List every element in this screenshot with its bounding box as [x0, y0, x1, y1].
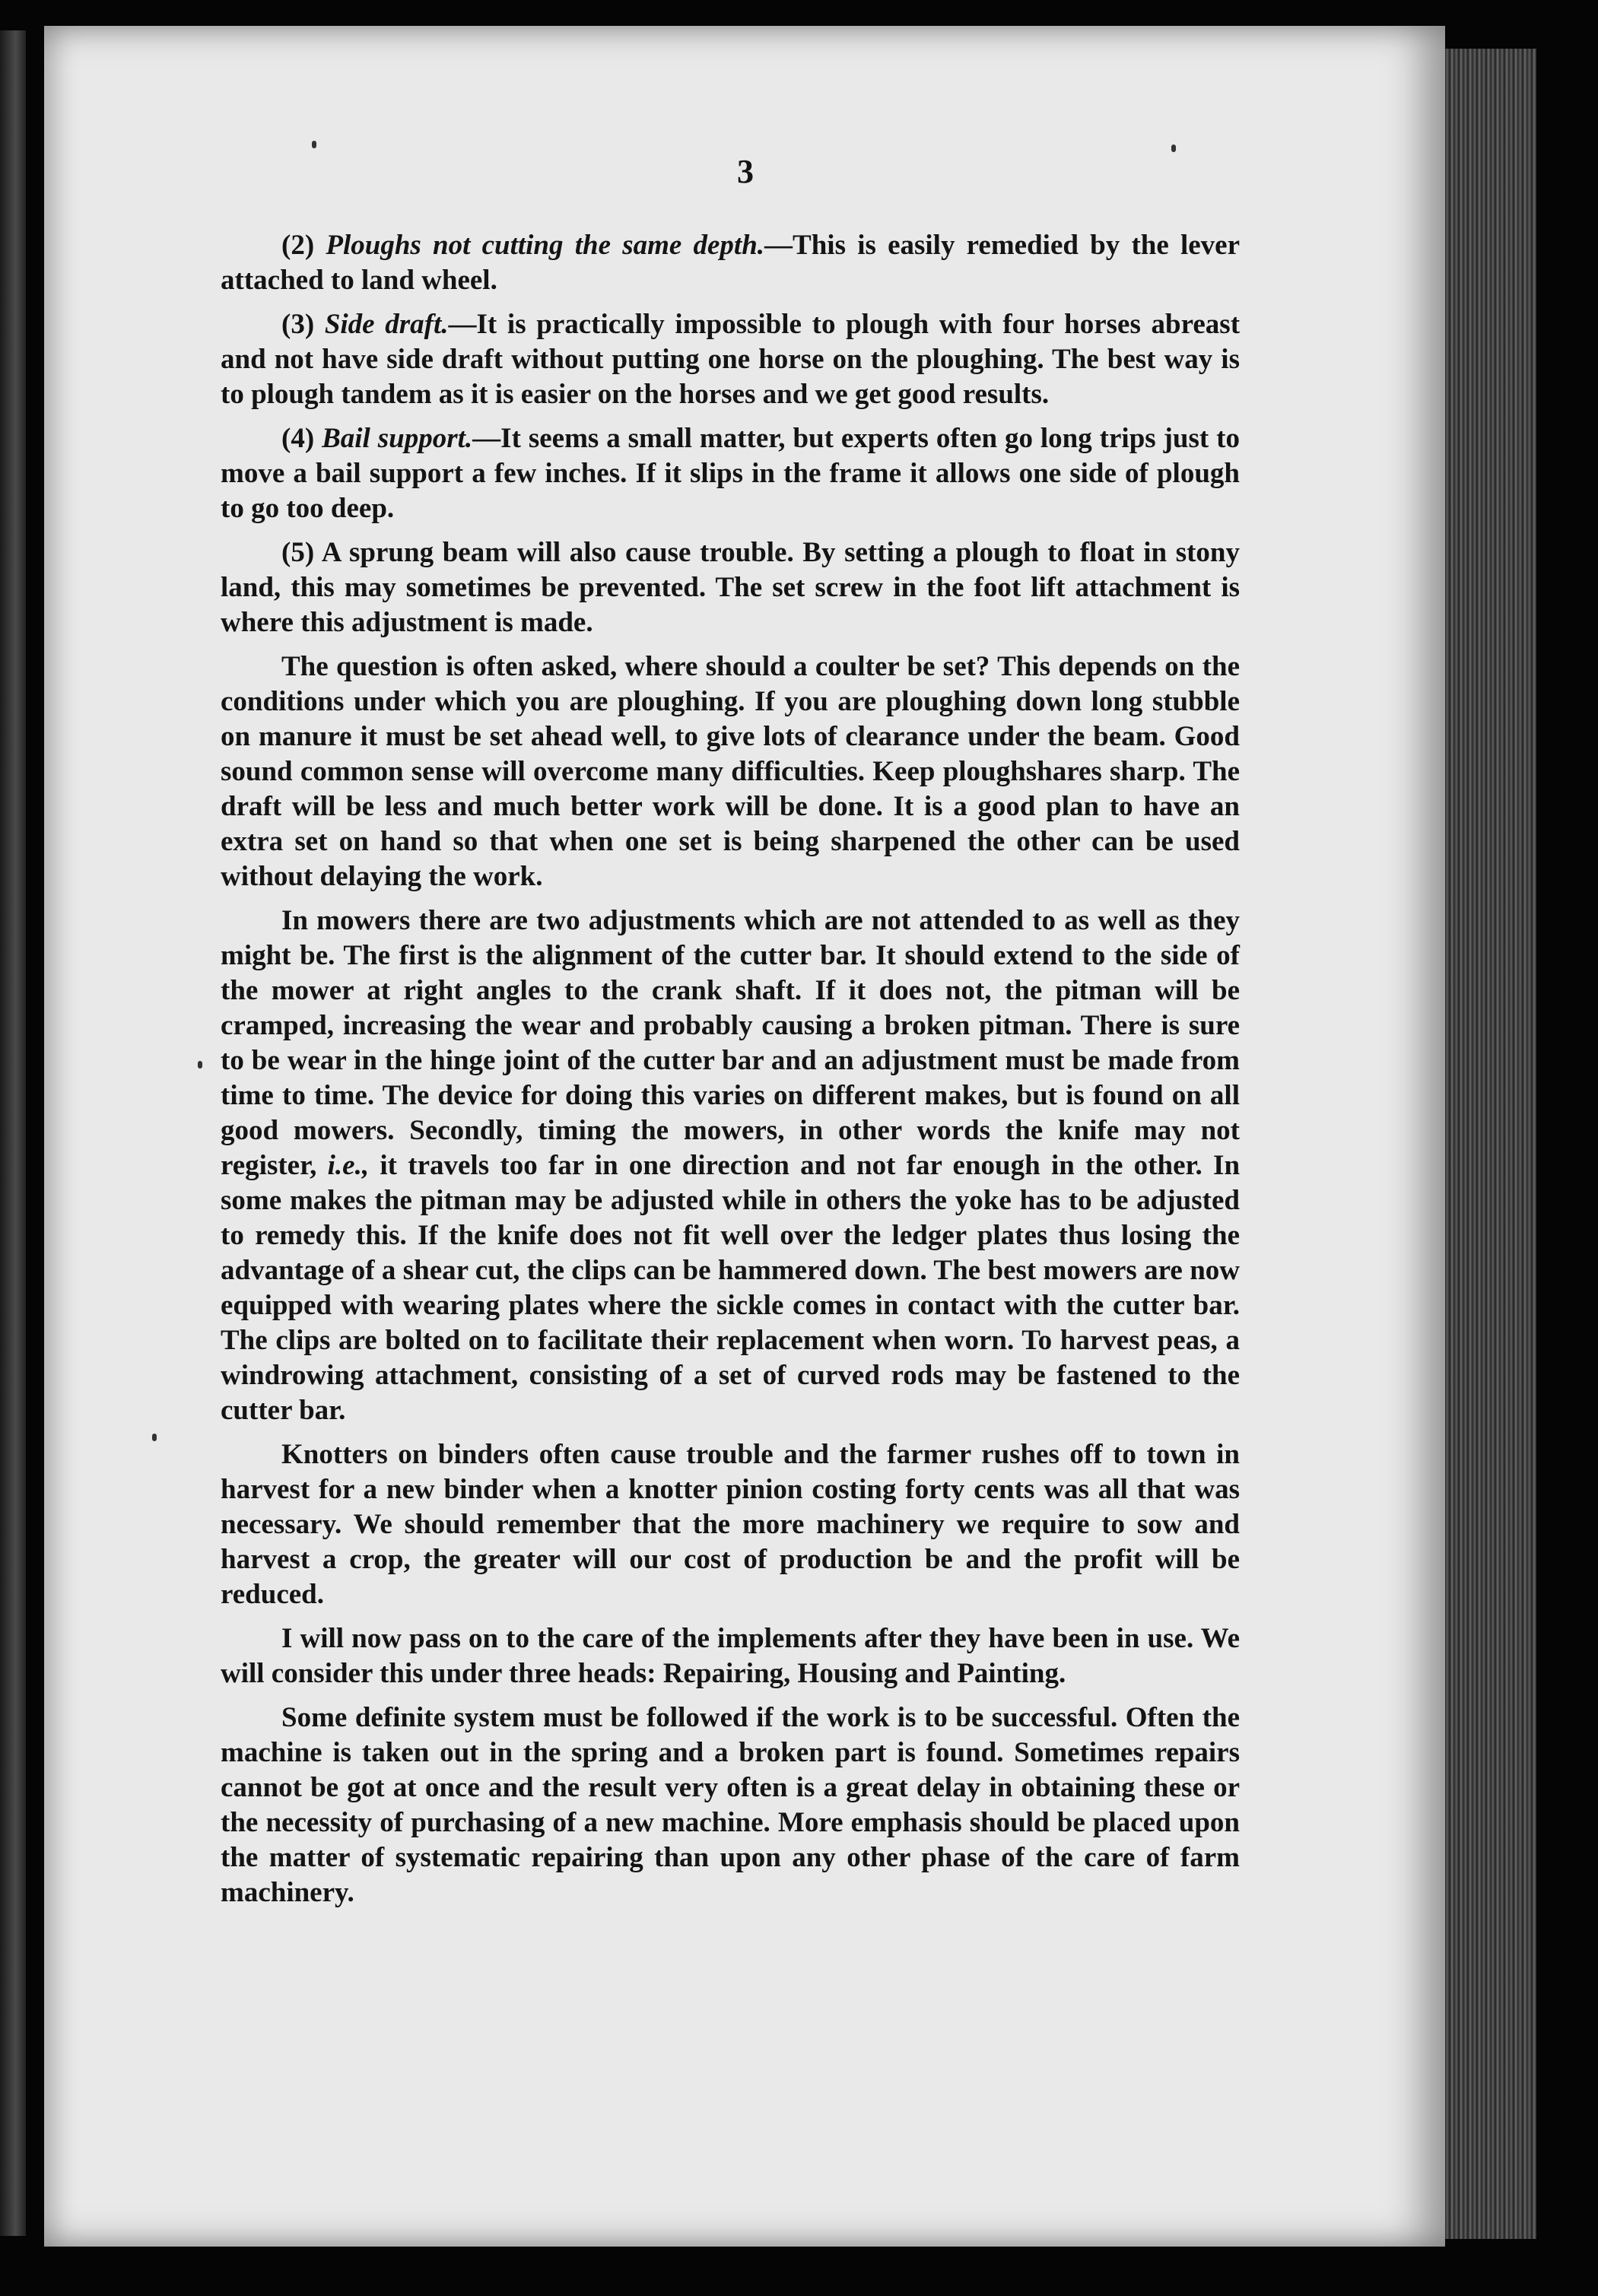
paragraph-coulter: The question is often asked, where should a coulter be set? This depends on the conditions under which you are ploughing. If you are ploughing down long stubble on manure it must be set ahead well, to give lots of clearance under the beam. Good sound common sense will overcome many difficulties. Keep ploughshares sharp. The draft will be less and much better work will be done. It is a good plan to have an extra set on hand so that when one set is being sharpened the other can be used without delaying the work.: [221, 651, 1240, 892]
paragraph-text: In mowers there are two adjustments which are not attended to as well as they might be. The first is the alignment of the cutter bar. It should extend to the side of the mower at right angles to the crank shaft. If it does not, the pitman will be cramped, increasing the wear and probably causing a broken pitman. There is sure to be wear in the hinge joint of the cutter bar and an adjustment must be made from time to time. The device for doing this varies on different makes, but is found on all good mowers. Secondly, timing the mowers, in other words the knife may not register,: [221, 905, 1240, 1181]
page-number: 3: [737, 153, 754, 190]
abbreviation-ie: i.e.,: [327, 1150, 370, 1181]
paragraph-bail-support: [221, 421, 1240, 526]
paragraph-care-of-implements: I will now pass on to the care of the implements after they have been in use. We will consider this under three heads: Repairing, Housing and Painting.: [221, 1623, 1240, 1689]
item-number: (2): [281, 230, 315, 261]
paragraph-knotters: Knotters on binders often cause trouble and the farmer rushes off to town in harvest for a new binder when a knotter pinion costing forty cents was all that was necessary. We should remember that the more machinery we require to sow and harvest a crop, the greater will our cost of production be and the profit will be reduced.: [221, 1439, 1240, 1610]
item-heading: Bail support.: [322, 423, 473, 454]
body-text: [221, 228, 1240, 1920]
speck-mark: [1171, 144, 1176, 152]
paragraph-repairing-system: Some definite system must be followed if the work is to be successful. Often the machine is taken out in the spring and a broken part is found. Sometimes repairs cannot be got at once and the result very often is a great delay in obtaining these or the necessity of purchasing of a new machine. More emphasis should be placed upon the matter of systematic repairing than upon any other phase of the care of farm machinery.: [221, 1702, 1240, 1908]
left-page-edge: [0, 30, 26, 2236]
speck-mark: [312, 141, 316, 148]
item-number: (5): [281, 537, 315, 568]
item-number: (4): [281, 423, 315, 454]
paragraph-text: it travels too far in one direction and not far enough in the other. In some makes the pitman may be adjusted while in others the yoke has to be adjusted to remedy this. If the knife does not fit well over the ledger plates thus losing the advantage of a shear cut, the clips can be hammered down. The best mowers are now equipped with wearing plates where the sickle comes in contact with the cutter bar. The clips are bolted on to facilitate their replacement when worn. To harvest peas, a windrowing attachment, consisting of a set of curved rods may be fastened to the cutter bar.: [221, 1150, 1241, 1426]
paragraph-text: A sprung beam will also cause trouble. By setting a plough to float in stony land, this may sometimes be prevented. The set screw in the foot lift attachment is where this adjustment is made.: [221, 537, 1240, 638]
paragraph-sprung-beam: [221, 535, 1240, 640]
paragraph-side-draft: [221, 307, 1240, 412]
speck-mark: [198, 1061, 202, 1069]
speck-mark: [152, 1434, 157, 1441]
item-heading: Ploughs not cutting the same depth.: [326, 230, 765, 261]
item-number: (3): [281, 309, 315, 340]
paragraph-ploughs-depth: [221, 228, 1240, 298]
item-heading: Side draft.: [324, 309, 449, 340]
paragraph-text: —This is easily remedied by the lever attached to land wheel.: [221, 230, 1241, 296]
paragraph-mowers: [221, 903, 1240, 1428]
paragraph-text: —It is practically impossible to plough with four horses abreast and not have side draft without putting one horse on the ploughing. The best way is to plough tandem as it is easier on the horses and we get good results.: [221, 309, 1241, 410]
paragraph-text: —It seems a small matter, but experts often go long trips just to move a bail support a few inches. If it slips in the frame it allows one side of plough to go too deep.: [221, 423, 1240, 524]
book-page-edges: [1445, 49, 1536, 2239]
